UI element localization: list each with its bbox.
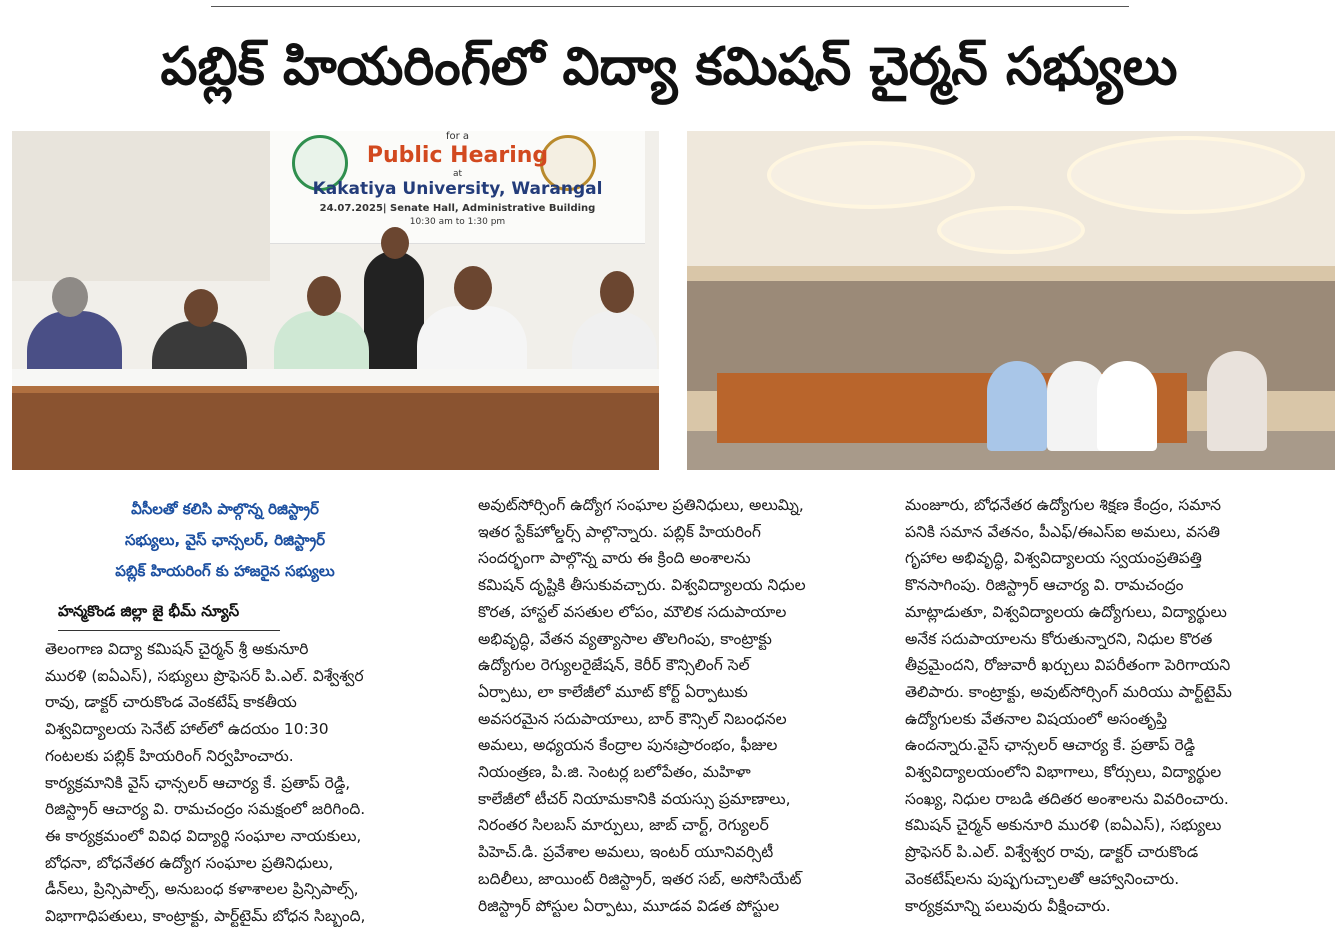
column2-line: ఏర్పాటు, లా కాలేజీలో మూట్ కోర్ట్ ఏర్పాటుకు [478,682,748,701]
column2-line: సందర్భంగా పాల్గొన్న వారు ఈ క్రింది అంశాలను [478,549,751,568]
column3-line: ప్రొఫెసర్ పి.ఎల్. విశ్వేశ్వర రావు, డాక్టర్ చారుకొండ [905,843,1199,862]
column1-line: విశ్వవిద్యాలయ సెనేట్ హాల్‌లో ఉదయం 10:30 [45,720,329,739]
column1-line: తెలంగాణ విద్యా కమిషన్ చైర్మన్ శ్రీ అకునూరి [45,640,309,658]
column1-line: కార్యక్రమానికి వైస్ ఛాన్సలర్ ఆచార్య కే. ప్రతాప్ రెడ్డి, [45,773,351,792]
dateline: హన్మకొండ జిల్లా జై భీమ్ న్యూస్ [58,602,240,620]
column1-line: రావు, డాక్టర్ చారుకొండ వెంకటేష్ కాకతీయ [45,693,297,712]
caption-line-3: పబ్లిక్ హియరింగ్ కు హాజరైన సభ్యులు [115,562,335,580]
column2-line: ఇతర స్టేక్‌హోల్డర్స్ పాల్గొన్నారు. పబ్లిక్ హియరింగ్ [478,522,761,541]
photo-public-hearing-dais [12,131,659,470]
banner-venue: 24.07.2025| Senate Hall, Administrative Building [319,203,596,214]
event-banner [270,131,645,244]
column2-line: పిహెచ్.డి. ప్రవేశాల అమలు, ఇంటర్ యూనివర్సిటీ [478,843,774,862]
column2-line: నియంత్రణ, పి.జి. సెంటర్ల బలోపేతం, మహిళా [478,763,751,782]
column3-line: కమిషన్ చైర్మన్ అకునూరి మురళి (ఐఏఎస్), సభ్యులు [905,816,1222,835]
dateline-rule [58,630,280,631]
column1-line: విభాగాధిపతులు, కాంట్రాక్టు, పార్ట్‌టైమ్ బోధన సిబ్బంది, [45,907,366,926]
banner-at: at [452,169,463,179]
column2-line: కాలేజీలో టీచర్ నియామకానికి వయస్సు ప్రమాణాలు, [478,789,791,808]
column1-line: మురళి (ఐఏఎస్), సభ్యులు ప్రొఫెసర్ పి.ఎల్. విశ్వేశ్వర [45,666,364,685]
top-rule [211,6,1129,7]
headline: పబ్లిక్ హియరింగ్‌లో విద్యా కమిషన్ చైర్మన్ సభ్యులు [160,37,1178,97]
column3-line: గృహాల అభివృద్ధి, విశ్వవిద్యాలయ స్వయంప్రతిపత్తి [905,549,1202,568]
column3-line: ఉందన్నారు.వైస్ ఛాన్సలర్ ఆచార్య కే. ప్రతాప్ రెడ్డి [905,736,1196,755]
photo-audience-hall [687,131,1335,470]
banner-university: Kakatiya University, Warangal [312,179,603,199]
article-column-2 [478,492,873,919]
column1-line: ఈ కార్యక్రమంలో వివిధ విద్యార్థి సంఘాల నాయకులు, [45,826,362,845]
column1-line: గంటలకు పబ్లిక్ హియరింగ్ నిర్వహించారు. [45,746,294,765]
caption-line-1: వీసీలతో కలిసి పాల్గొన్న రిజిస్ట్రార్ [131,500,319,518]
column2-line: అవుట్‌సోర్సింగ్ ఉద్యోగ సంఘాల ప్రతినిధులు, అలుమ్ని, [478,496,804,514]
column2-line: ఉద్యోగుల రెగ్యులరైజేషన్, కెరీర్ కౌన్సిలింగ్ సెల్ [478,656,750,675]
column3-line: మంజూరు, బోధనేతర ఉద్యోగుల శిక్షణ కేంద్రం, సమాన [905,496,1221,514]
column3-line: అనేక సదుపాయాలను కోరుతున్నారని, నిధుల కొరత [905,629,1213,648]
column3-line: వెంకటేష్‌లను పుష్పగుచ్చాలతో ఆహ్వానించారు. [905,869,1180,888]
column3-line: తెలిపారు. కాంట్రాక్టు, అవుట్‌సోర్సింగ్ మరియు పార్ట్‌టైమ్ [905,682,1232,701]
column3-line: మాట్లాడుతూ, విశ్వవిద్యాలయ ఉద్యోగులు, విద్యార్థులు [905,602,1227,621]
column3-line: తీవ్రమైందని, రోజువారీ ఖర్చులు విపరీతంగా పెరిగాయని [905,656,1231,675]
column2-line: అభివృద్ధి, వేతన వ్యత్యాసాల తొలగింపు, కాంట్రాక్టు [478,629,772,648]
article-column-3 [905,492,1325,919]
column1-line: రిజిస్ట్రార్ ఆచార్య వి. రామచంద్రం సమక్షంలో జరిగింది. [45,800,366,819]
column2-line: కమిషన్ దృష్టికి తీసుకువచ్చారు. విశ్వవిద్యాలయ నిధుల [478,576,806,595]
article-column-1 [45,636,437,930]
banner-time: 10:30 am to 1:30 pm [409,217,506,227]
column2-line: నిరంతర సిలబస్ మార్పులు, జాబ్ చార్ట్, రెగ్యులర్ [478,816,769,835]
column3-line: కార్యక్రమాన్ని పలువురు వీక్షించారు. [905,896,1111,915]
column3-line: పనికి సమాన వేతనం, పీఎఫ్/ఈఎస్ఐ అమలు, వసతి [905,522,1220,541]
column2-line: రిజిస్ట్రార్ పోస్టుల ఏర్పాటు, మూడవ విడత పోస్టుల [478,896,780,915]
column2-line: బదిలీలు, జాయింట్ రిజిస్ట్రార్, ఇతర సబ్, అసోసియేట్ [478,869,802,888]
column1-line: బోధనా, బోధనేతర ఉద్యోగ సంఘాల ప్రతినిధులు, [45,853,334,872]
column1-line: డీన్‌లు, ప్రిన్సిపాల్స్, అనుబంధ కళాశాలల ప్రిన్సిపాల్స్, [45,880,359,899]
column2-line: అమలు, అధ్యయన కేంద్రాల పునఃప్రారంభం, ఫీజుల [478,736,778,755]
column2-line: కొరత, హాస్టల్ వసతుల లోపం, మౌలిక సదుపాయాల [478,602,787,621]
column3-line: విశ్వవిద్యాలయంలోని విభాగాలు, కోర్సులు, విద్యార్థుల [905,763,1222,782]
banner-title: Public Hearing [366,143,549,168]
caption-line-2: సభ్యులు, వైస్ ఛాన్సలర్, రిజిస్ట్రార్ [124,531,326,549]
column3-line: సంఖ్య, నిధుల రాబడి తదితర అంశాలను వివరించారు. [905,789,1229,808]
column2-line: అవసరమైన సదుపాయాలు, బార్ కౌన్సిల్ నిబంధనల [478,709,787,728]
column3-line: ఉద్యోగులకు వేతనాల విషయంలో అసంతృప్తి [905,709,1167,728]
banner-for: for a [445,131,470,142]
column3-line: కొనసాగింపు. రిజిస్ట్రార్ ఆచార్య వి. రామచంద్రం [905,576,1184,595]
